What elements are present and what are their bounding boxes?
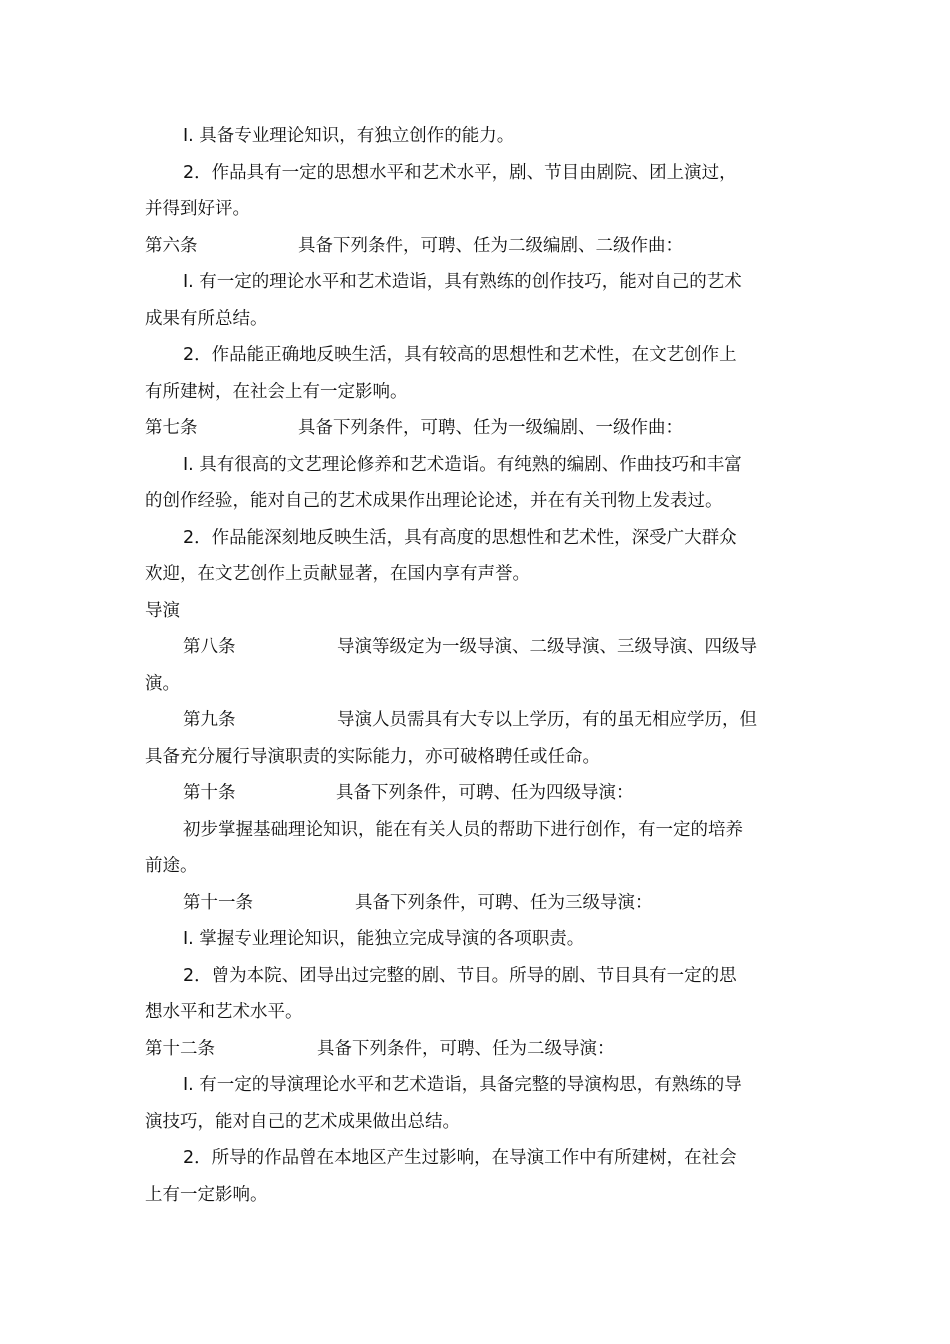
paragraph-line: 的创作经验，能对自己的艺术成果作出理论论述，并在有关刊物上发表过。: [145, 491, 723, 511]
article-text: 具备下列条件，可聘、任为二级导演：: [317, 1038, 615, 1059]
article-heading: [145, 775, 805, 812]
article-label: 第六条: [145, 235, 198, 256]
section-heading: 导演: [145, 600, 180, 621]
document-body: [145, 118, 805, 1213]
paragraph-line: 想水平和艺术水平。: [145, 1002, 303, 1022]
paragraph-line: 初步掌握基础理论知识，能在有关人员的帮助下进行创作，有一定的培养: [183, 819, 743, 840]
paragraph-line: I. 具备专业理论知识，有独立创作的能力。: [183, 126, 515, 146]
paragraph-line: 演。: [145, 673, 180, 694]
paragraph-line: 欢迎，在文艺创作上贡献显著，在国内享有声誉。: [145, 564, 530, 584]
paragraph-line: 2．作品具有一定的思想水平和艺术水平，剧、节目由剧院、团上演过，: [183, 162, 737, 183]
article-text: 导演人员需具有大专以上学历，有的虽无相应学历，但: [337, 710, 757, 730]
article-heading: [145, 228, 805, 265]
article-label: 第八条: [183, 637, 236, 657]
paragraph-line: 并得到好评。: [145, 199, 250, 219]
article-heading: [145, 885, 805, 922]
paragraph-line: 2．作品能深刻地反映生活，具有高度的思想性和艺术性，深受广大群众: [183, 527, 737, 548]
paragraph-line: 演技巧，能对自己的艺术成果做出总结。: [145, 1111, 460, 1132]
article-heading: [145, 410, 805, 447]
paragraph-line: 具备充分履行导演职责的实际能力，亦可破格聘任或任命。: [145, 746, 600, 767]
article-label: 第七条: [145, 418, 198, 438]
article-text: 导演等级定为一级导演、二级导演、三级导演、四级导: [337, 637, 757, 657]
paragraph-line: 2．作品能正确地反映生活，具有较高的思想性和艺术性，在文艺创作上: [183, 345, 737, 365]
paragraph-line: I. 掌握专业理论知识，能独立完成导演的各项职责。: [183, 929, 585, 949]
paragraph-line: 上有一定影响。: [145, 1184, 268, 1205]
paragraph-line: I. 有一定的理论水平和艺术造诣，具有熟练的创作技巧，能对自己的艺术: [183, 272, 742, 292]
paragraph-line: 有所建树，在社会上有一定影响。: [145, 381, 408, 402]
article-heading: [145, 1031, 805, 1068]
article-text: 具备下列条件，可聘、任为三级导演：: [355, 892, 653, 913]
article-heading: [145, 629, 805, 666]
paragraph-line: I. 有一定的导演理论水平和艺术造诣，具备完整的导演构思，有熟练的导: [183, 1075, 742, 1095]
article-text: 具备下列条件，可聘、任为一级编剧、一级作曲：: [298, 418, 683, 438]
paragraph-line: I. 具有很高的文艺理论修养和艺术造诣。有纯熟的编剧、作曲技巧和丰富: [183, 454, 742, 475]
article-label: 第十一条: [183, 892, 253, 913]
article-heading: [145, 702, 805, 739]
paragraph-line: 2．曾为本院、团导出过完整的剧、节目。所导的剧、节目具有一定的思: [183, 965, 737, 986]
paragraph-line: 2．所导的作品曾在本地区产生过影响，在导演工作中有所建树，在社会: [183, 1148, 737, 1168]
article-text: 具备下列条件，可聘、任为四级导演：: [336, 783, 634, 803]
article-label: 第十二条: [145, 1038, 215, 1059]
article-label: 第九条: [183, 710, 236, 730]
paragraph-line: 成果有所总结。: [145, 308, 268, 329]
paragraph-line: 前途。: [145, 856, 198, 876]
article-text: 具备下列条件，可聘、任为二级编剧、二级作曲：: [298, 235, 683, 256]
article-label: 第十条: [183, 783, 236, 803]
